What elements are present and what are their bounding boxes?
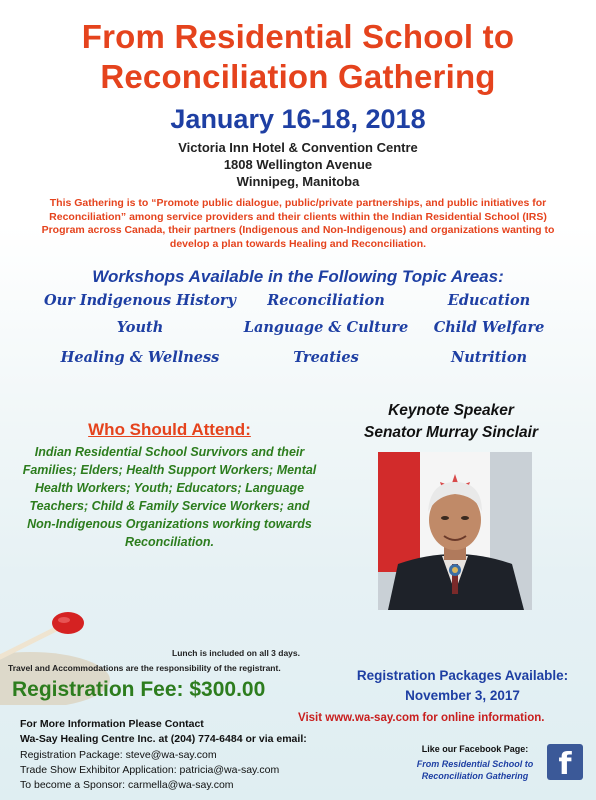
contact-sponsor-email[interactable]: To become a Sponsor: carmella@wa-say.com: [20, 779, 234, 791]
keynote-speaker-photo: [378, 452, 532, 610]
contact-registration-email[interactable]: Registration Package: steve@wa-say.com: [20, 749, 217, 761]
who-should-attend-text: Indian Residential School Survivors and their Families; Elders; Health Support Workers; Mental Health Workers; Youth; Educators; Language Teachers; Child & Family Service Workers; and Non-Indigenous Organizations working towards Reconciliation.: [22, 445, 317, 549]
venue-city: Winnipeg, Manitoba: [236, 174, 360, 189]
topic-nutrition: Nutrition: [450, 349, 528, 366]
venue-street: 1808 Wellington Avenue: [223, 157, 373, 172]
workshops-heading: Workshops Available in the Following Topic Areas:: [92, 267, 504, 286]
event-title-line-1: From Residential School to: [81, 18, 515, 55]
facebook-icon[interactable]: f: [547, 744, 583, 780]
topic-treaties: Treaties: [293, 349, 359, 366]
keynote-speaker-name: Senator Murray Sinclair: [363, 424, 538, 441]
contact-phone: Wa-Say Healing Centre Inc. at (204) 774-6484 or via email:: [20, 733, 307, 745]
topic-child-welfare: Child Welfare: [433, 319, 545, 336]
topic-education: Education: [447, 292, 531, 309]
venue-name: Victoria Inn Hotel & Convention Centre: [178, 140, 418, 155]
topic-youth: Youth: [116, 319, 164, 336]
registration-availability-date: November 3, 2017: [405, 688, 520, 703]
lunch-note: Lunch is included on all 3 days.: [172, 648, 300, 658]
registration-fee: Registration Fee: $300.00: [12, 678, 266, 701]
event-dates: January 16-18, 2018: [170, 104, 426, 134]
topic-language-culture: Language & Culture: [243, 319, 409, 336]
facebook-page-link-line-1[interactable]: From Residential School to: [416, 759, 534, 769]
event-title-line-2: Reconciliation Gathering: [100, 58, 496, 95]
registration-availability-label: Registration Packages Available:: [356, 668, 569, 683]
contact-heading: For More Information Please Contact: [20, 718, 204, 730]
website-link[interactable]: Visit www.wa-say.com for online information.: [298, 712, 545, 724]
facebook-prompt: Like our Facebook Page:: [421, 744, 529, 754]
topic-reconciliation: Reconciliation: [267, 292, 385, 309]
who-should-attend-heading: Who Should Attend:: [88, 420, 251, 439]
keynote-label: Keynote Speaker: [388, 402, 514, 419]
facebook-page-link-line-2[interactable]: Reconciliation Gathering: [421, 771, 529, 781]
contact-tradeshow-email[interactable]: Trade Show Exhibitor Application: patricia@wa-say.com: [20, 764, 280, 776]
travel-note: Travel and Accommodations are the responsibility of the registrant.: [8, 663, 281, 673]
gathering-purpose: This Gathering is to “Promote public dialogue, public/private partnerships, and public initiatives for Reconciliation” among service providers and their clients within the Indian Residential School (IRS) Program across Canada, their partners (Indigenous and Non-Indigenous) and organizations wanting to develop a plan towards Healing and Reconciliation.: [41, 197, 555, 250]
topic-healing-wellness: Healing & Wellness: [60, 349, 220, 366]
topic-our-indigenous-history: Our Indigenous History: [44, 292, 236, 309]
